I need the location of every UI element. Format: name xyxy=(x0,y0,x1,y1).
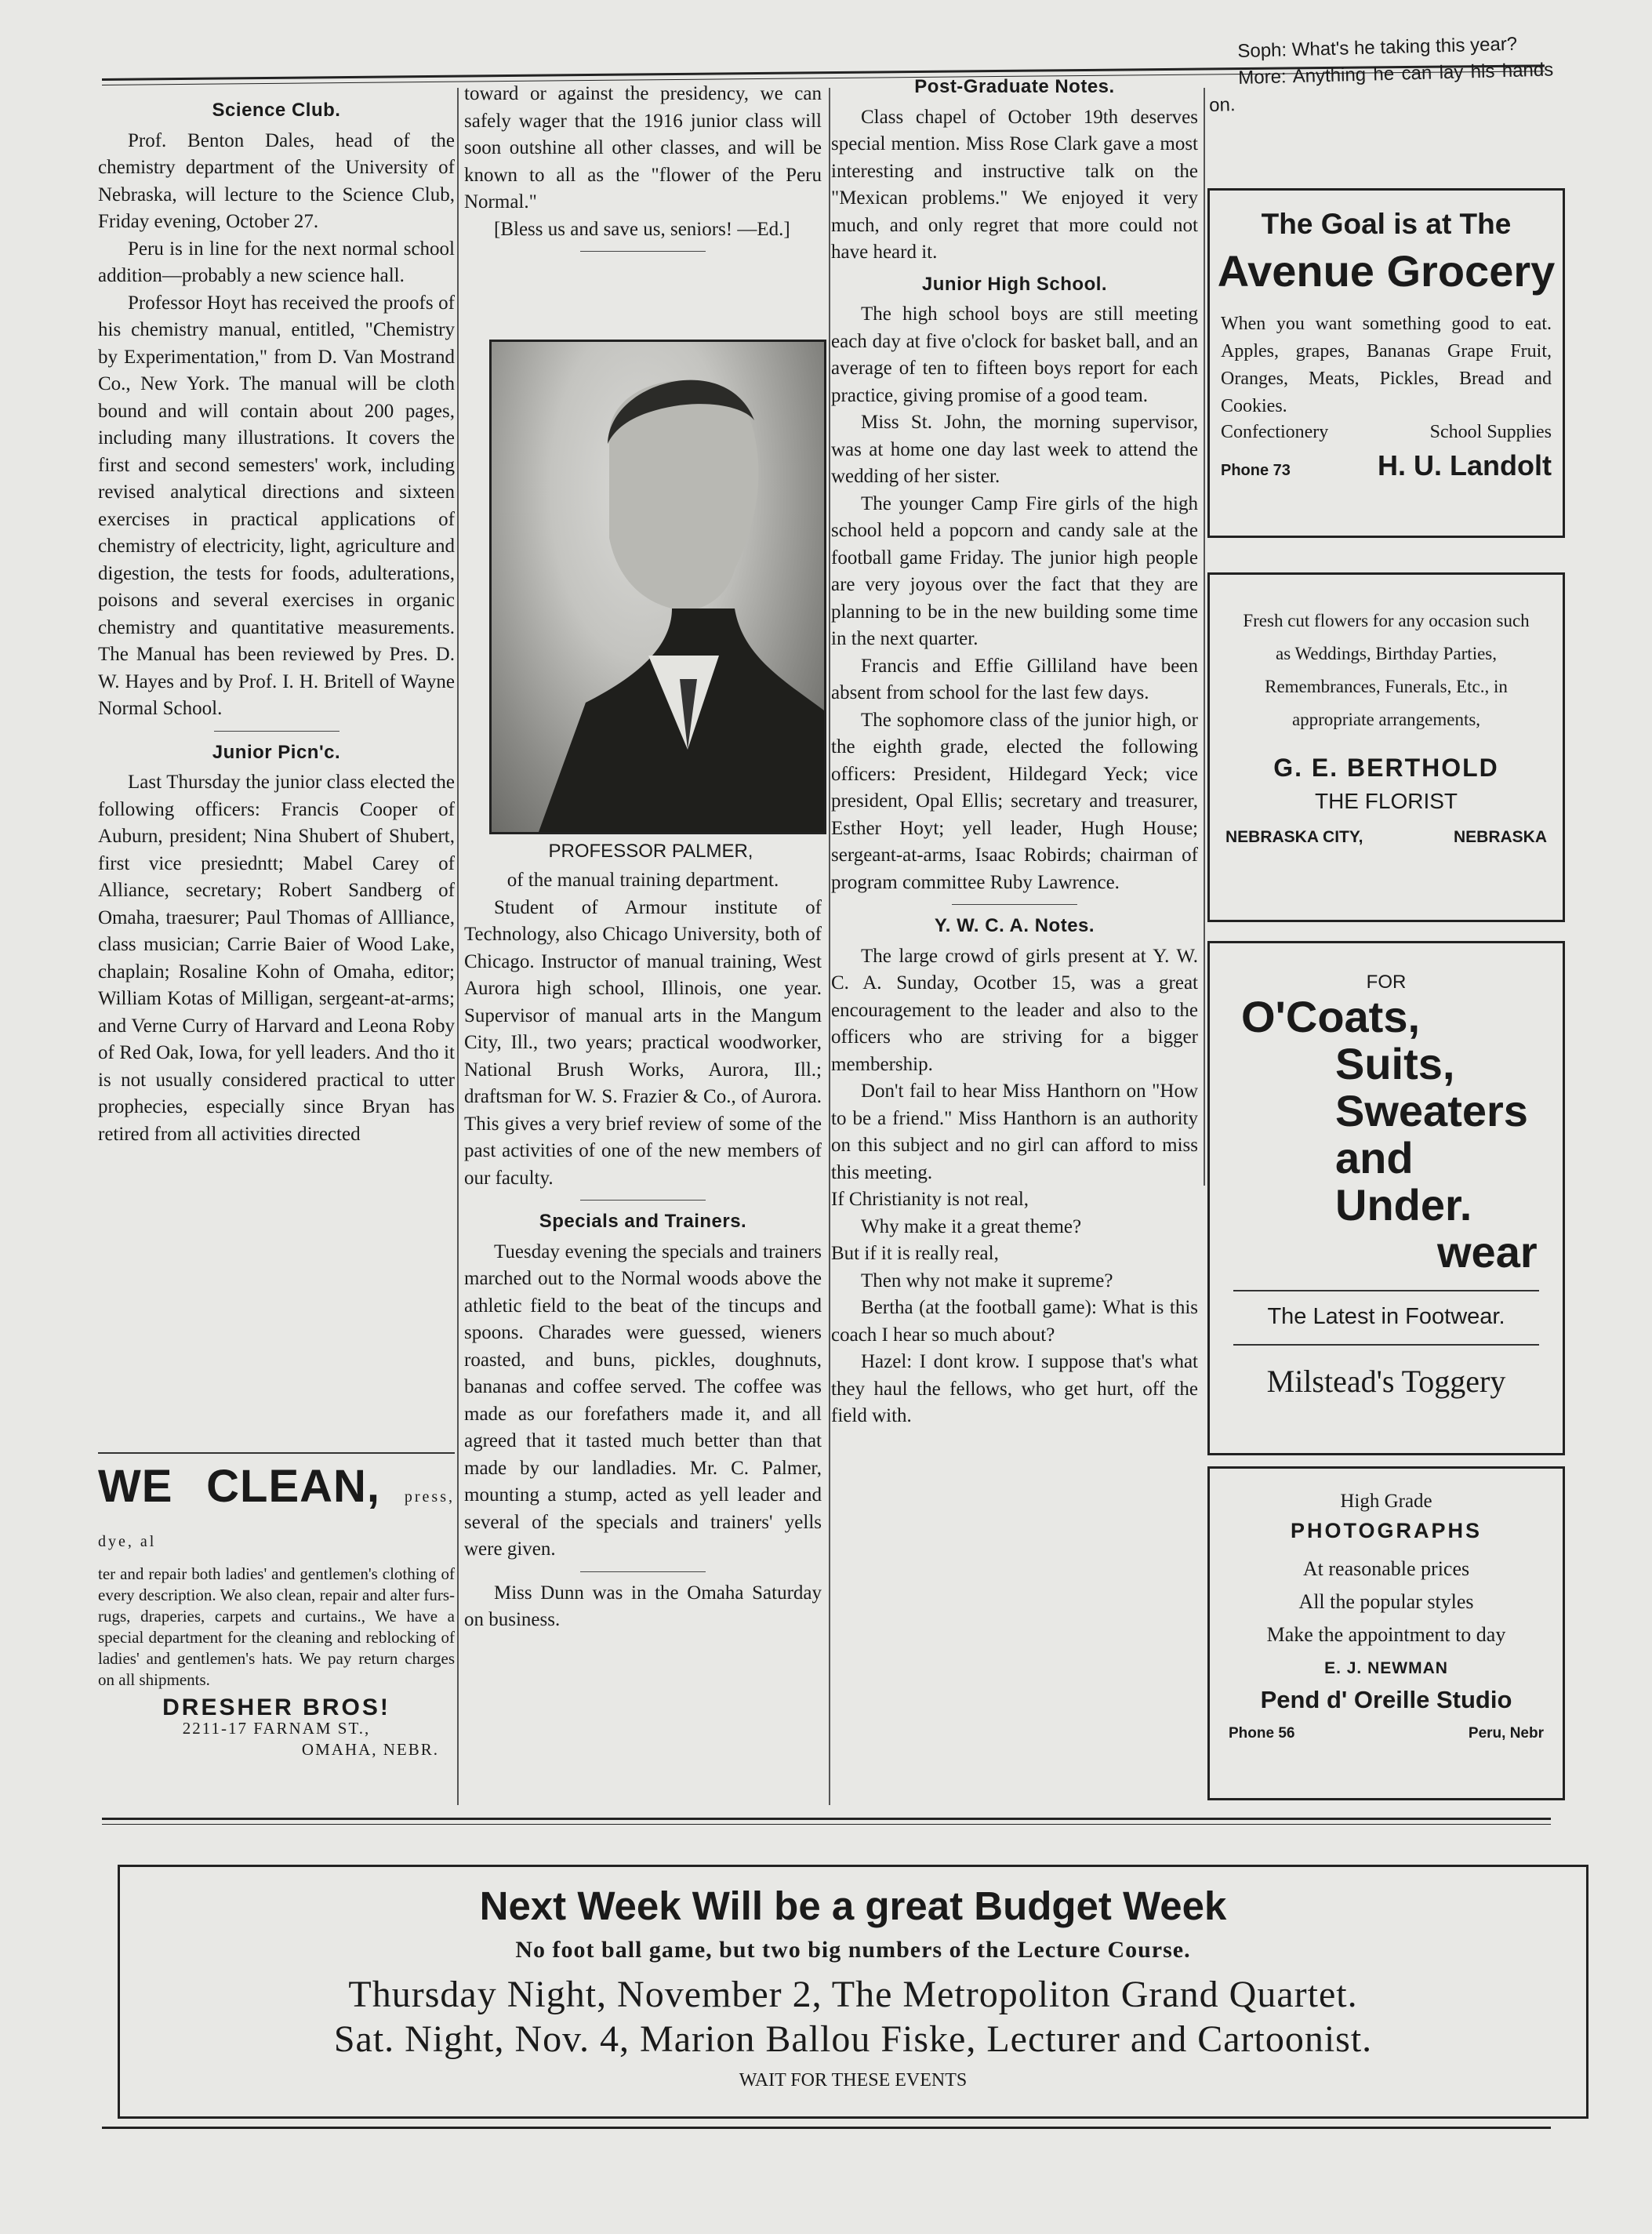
article-paragraph: Professor Hoyt has received the proofs of his chemistry manual, entitled, "Chemistry by Experimentation," from D. Van Mostrand Co., New York. The manual will be cloth bound and will contain about 200 pages, including many illustrations. It covers the first and second semesters' work, including revised analytical directions and sixteen exercises in practical applications of chemistry of electricity, light, agriculture and digestion, the tests for foods, adulterations, poisons and several exercises in organic chemistry and quantitative measurements. The Manual has been reviewed by Pres. D. W. Hayes and by Prof. I. H. Britell of Wayne Normal School. xyxy=(98,292,455,719)
ad-body: ter and repair both ladies' and gentlemen's clothing of every description. We also clean, repair and alter furs-rugs, draperies, carpets and curtains., We have a special department for the cleaning and reblocking of ladies' and gentlemen's hats. We pay return charges on all shipments. xyxy=(98,1564,455,1689)
junior-picnic-heading: Junior Picn'c. xyxy=(212,741,341,763)
specials-heading: Specials and Trainers. xyxy=(539,1211,747,1232)
studio-line-5: Make the appointment to day xyxy=(1266,1623,1506,1646)
article-paragraph: The large crowd of girls present at Y. W. C. A. Sunday, Ocotber 15, was a great encouragement to the leader and also to the officers who are striving for a bigger membership. xyxy=(831,945,1198,1075)
florist-ad xyxy=(1207,572,1565,922)
article-paragraph: Tuesday evening the specials and trainers marched out to the Normal woods above the athletic field to the beat of the tincups and spoons. Charades were guessed, wieners roasted, and buns, pickles, doughnuts, bananas and coffee served. The coffee was made as our forefathers made it, and all agreed that it tasted much better than that made by our landladies. Mr. C. Palmer, mounting a stump, acted as yell leader and several of the specials and trainers' yells were given. xyxy=(464,1241,822,1560)
we-clean-small: press, dye, al xyxy=(98,1488,455,1550)
verse-line: Why make it a great theme? xyxy=(861,1215,1082,1237)
article-paragraph: Prof. Benton Dales, head of the chemistry department of the University of Nebraska, will lecture to the Science Club, Friday evening, October 27. xyxy=(98,129,455,232)
article-paragraph: Bertha (at the football game): What is this coach I hear so much about? xyxy=(831,1297,1198,1346)
toggery-ad xyxy=(1207,941,1565,1455)
joke-line: Soph: What's he taking this year? xyxy=(1237,33,1518,62)
column-4-top xyxy=(1207,30,1555,118)
article-paragraph: The younger Camp Fire girls of the high school held a popcorn and candy sale at the football game Friday. The junior high people are very joyous over the fact that they are planning to be in the new building some time in the next quarter. xyxy=(831,492,1198,649)
grocery-owner: H. U. Landolt xyxy=(1378,449,1552,481)
toggery-item-1: O'Coats, xyxy=(1241,992,1421,1041)
florist-state: NEBRASKA xyxy=(1453,828,1547,846)
toggery-item-3: Sweaters xyxy=(1335,1086,1528,1135)
studio-line-6: E. J. NEWMAN xyxy=(1324,1659,1448,1677)
florist-body: Fresh cut flowers for any occasion such as Weddings, Birthday Parties, Remembrances, Funerals, Etc., in appropriate arrangements, xyxy=(1243,611,1530,729)
avenue-grocery-ad xyxy=(1207,188,1565,538)
professor-palmer-photo xyxy=(489,340,826,834)
ad-address: 2211-17 FARNAM ST., xyxy=(182,1719,371,1738)
studio-line-3: At reasonable prices xyxy=(1302,1557,1470,1580)
ad-rule xyxy=(98,1452,455,1454)
studio-line-2: PHOTOGRAPHS xyxy=(1290,1519,1483,1542)
grocery-name: Avenue Grocery xyxy=(1217,246,1556,296)
portrait-illustration xyxy=(492,342,824,832)
studio-phone: Phone 56 xyxy=(1229,1725,1295,1742)
article-paragraph: Peru is in line for the next normal school addition—probably a new science hall. xyxy=(98,238,455,286)
joke-line: More: Anything he can lay his hands on. xyxy=(1208,59,1554,116)
article-paragraph: Class chapel of October 19th deserves special mention. Miss Rose Clark gave a most interesting and instructive talk on the "Mexican problems." We enjoyed it very much, and only regret that more could not have heard it. xyxy=(831,106,1198,263)
photo-caption: PROFESSOR PALMER, xyxy=(548,841,753,862)
column-2-lower xyxy=(464,867,822,1634)
article-paragraph: Student of Armour institute of Technology, also Chicago University, both of Chicago. Instructor of manual training, West Aurora high school, Illinois, one year. Supervisor of manual arts in the Mangum City, Ill., two years; practical woodworker, National Brush Works, Aurora, Ill.; draftsman for W. S. Frazier & Co., of Aurora. This gives a very brief review of some of the past activities of one of the new members of our faculty. xyxy=(464,896,822,1189)
article-paragraph: toward or against the presidency, we can safely wager that the 1916 junior class will soon outshine all other classes, and will be known to all as the "flower of the Peru Normal." xyxy=(464,83,822,213)
verse-line: But if it is really real, xyxy=(831,1243,999,1264)
column-3 xyxy=(831,69,1198,1430)
column-1 xyxy=(98,93,455,1148)
florist-name: G. E. BERTHOLD xyxy=(1273,754,1499,782)
florist-location-row xyxy=(1210,814,1563,847)
budget-week-banner xyxy=(118,1865,1588,2119)
we-clean-title: WE CLEAN, xyxy=(98,1461,381,1512)
junior-high-heading: Junior High School. xyxy=(921,273,1108,295)
ad-rule xyxy=(1233,1290,1539,1291)
grocery-phone: Phone 73 xyxy=(1221,462,1291,479)
section-separator xyxy=(952,904,1077,905)
banner-bottom-rule xyxy=(102,2127,1551,2129)
ywca-heading: Y. W. C. A. Notes. xyxy=(934,915,1095,936)
section-separator xyxy=(580,251,706,252)
banner-subhead: No foot ball game, but two big numbers of the Lecture Course. xyxy=(515,1937,1191,1963)
section-separator xyxy=(580,1200,706,1201)
grocery-confectionery: Confectionery xyxy=(1221,422,1329,442)
banner-top-rule xyxy=(102,1818,1551,1820)
article-paragraph: Don't fail to hear Miss Hanthorn on "How to be a friend." Miss Hanthorn is an authority on this subject and no girl can afford to miss this meeting. xyxy=(831,1081,1198,1183)
article-paragraph: Last Thursday the junior class elected the following officers: Francis Cooper of Auburn, president; Nina Shubert of Shubert, first vice presiedntt; Mabel Carey of Alliance, secretary; Robert Sandberg of Omaha, traesurer; Paul Thomas of Allliance, class musician; Carrie Baier of Wood Lake, chaplain; Rosaline Kohn of Omaha, editor; William Kotas of Milligan, sergeant-at-arms; and Verne Curry of Harvard and Leona Roby of Red Oak, Iowa, for yell leaders. And tho it is not usually considered practical to utter prophecies, especially since Bryan has retired from all activities directed xyxy=(98,772,455,1145)
studio-line-4: All the popular styles xyxy=(1298,1590,1474,1613)
florist-city: NEBRASKA CITY, xyxy=(1225,828,1363,846)
toggery-footwear: The Latest in Footwear. xyxy=(1267,1304,1505,1329)
photo-subcaption: of the manual training department. xyxy=(506,870,779,891)
studio-place: Peru, Nebr xyxy=(1468,1725,1544,1742)
postgrad-heading: Post-Graduate Notes. xyxy=(914,76,1115,97)
section-separator xyxy=(580,1571,706,1572)
banner-event-2: Sat. Night, Nov. 4, Marion Ballou Fiske, Lecturer and Cartoonist. xyxy=(333,2018,1373,2060)
toggery-item-5: Under. xyxy=(1335,1180,1472,1230)
banner-event-1: Thursday Night, November 2, The Metropoliton Grand Quartet. xyxy=(348,1974,1358,2015)
column-divider xyxy=(1204,88,1205,1186)
banner-top-rule-thin xyxy=(102,1824,1551,1825)
science-club-heading: Science Club. xyxy=(212,100,341,121)
article-paragraph: The high school boys are still meeting each day at five o'clock for basket ball, and an average of ten to fifteen boys report for each practice, giving promise of a good team. xyxy=(831,303,1198,406)
grocery-body: When you want something good to eat. Apples, grapes, Bananas Grape Fruit, Oranges, Meats, Pickles, Bread and Cookies. xyxy=(1221,314,1552,416)
article-paragraph: The sophomore class of the junior high, or the eighth grade, elected the following officers: President, Hildegard Yeck; vice president, Opal Ellis; secretary and treasurer, Esther Hoyt; yell leader, Hugh House; sergeant-at-arms, Isaac Robirds; chairman of program committee Ruby Lawrence. xyxy=(831,709,1198,893)
section-separator xyxy=(214,731,339,732)
grocery-contact-row xyxy=(1210,445,1563,487)
grocery-supplies: School Supplies xyxy=(1429,422,1552,442)
banner-footer: WAIT FOR THESE EVENTS xyxy=(739,2070,968,2091)
toggery-item-6: wear xyxy=(1437,1227,1538,1277)
article-paragraph: Hazel: I dont krow. I suppose that's what they haul the fellows, who get hurt, off the field with. xyxy=(831,1351,1198,1426)
studio-contact-row xyxy=(1210,1714,1563,1742)
grocery-items-row xyxy=(1210,420,1563,445)
ad-business-name: DRESHER BROS! xyxy=(162,1695,390,1720)
florist-subtitle: THE FLORIST xyxy=(1314,789,1458,813)
article-paragraph: Miss Dunn was in the Omaha Saturday on business. xyxy=(464,1582,822,1630)
toggery-items xyxy=(1210,993,1563,1276)
toggery-item-4: and xyxy=(1335,1133,1414,1182)
article-paragraph: Francis and Effie Gilliland have been absent from school for the last few days. xyxy=(831,655,1198,703)
toggery-item-2: Suits, xyxy=(1335,1039,1455,1088)
verse-line: Then why not make it supreme? xyxy=(861,1270,1113,1291)
ad-city: OMAHA, NEBR. xyxy=(301,1740,439,1759)
column-divider xyxy=(457,88,459,1805)
article-paragraph: Miss St. John, the morning supervisor, was at home one day last week to attend the wedding of her sister. xyxy=(831,412,1198,487)
article-paragraph: [Bless us and save us, seniors! —Ed.] xyxy=(494,218,790,240)
ad-rule xyxy=(1233,1344,1539,1346)
dresher-ad xyxy=(98,1452,455,1760)
banner-headline: Next Week Will be a great Budget Week xyxy=(479,1883,1227,1928)
studio-line-1: High Grade xyxy=(1340,1491,1432,1512)
toggery-for: FOR xyxy=(1366,972,1407,993)
toggery-name: Milstead's Toggery xyxy=(1266,1364,1506,1399)
verse-line: If Christianity is not real, xyxy=(831,1189,1029,1210)
studio-name: Pend d' Oreille Studio xyxy=(1260,1686,1512,1713)
grocery-tagline: The Goal is at The xyxy=(1261,208,1512,240)
column-2-top xyxy=(464,81,822,260)
photo-studio-ad xyxy=(1207,1466,1565,1800)
column-divider xyxy=(829,88,830,1805)
